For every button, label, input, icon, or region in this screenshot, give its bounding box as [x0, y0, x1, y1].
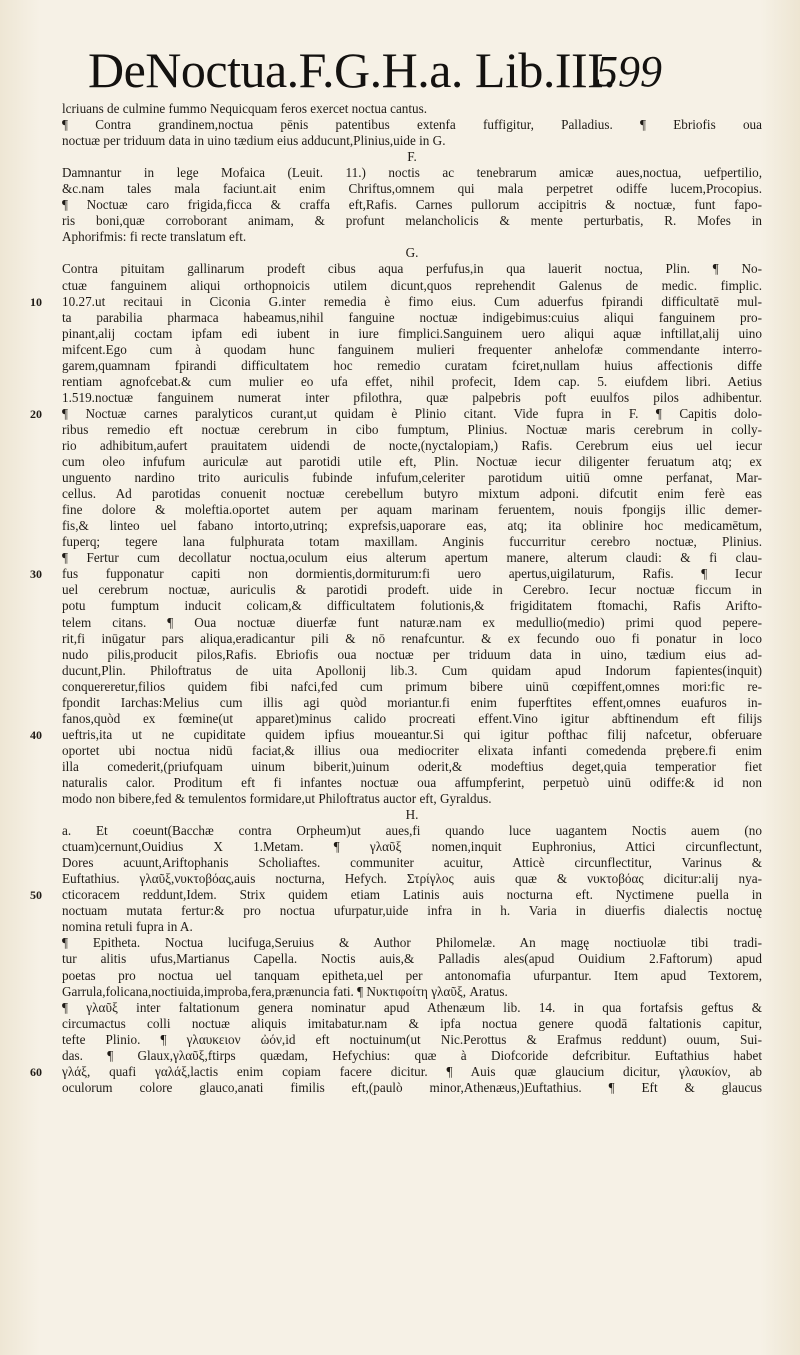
text-line: rit,fi inūgatur pars aliqua,eradicantur pili & nō renafcuntur. & ex fecundo ouo fi ponatur in loco [62, 630, 762, 646]
text-line: oculorum colore glauco,anati fimilis eft,(paulò minor,Athenæus,)Euftathius. ¶ Eft & glaucus [62, 1079, 762, 1095]
text-line: ris boni,quæ corroborant animam, & profunt melancholicis & mente perturbatis, R. Mofes in [62, 213, 762, 229]
text-line: lcriuans de culmine fummo Nequicquam feros exercet noctua cantus. [62, 101, 428, 116]
text-line: fpondit Iarchas:Melius cum illis agi quòd moriantur.fi enim fuperftites effent,omnes euafuros in- [62, 694, 762, 710]
text-line: potu fumptum inducit colicam,& difficultatem folutionis,& frigiditatem ftomachi, Rafis Arifto- [62, 598, 762, 614]
text-line: ¶ Epitheta. Noctua lucifuga,Seruius & Author Philomelæ. An magę noctiuolæ tibi tradi- [62, 935, 762, 951]
margin-line-number: 20 [30, 406, 42, 421]
text-line: fanos,quòd ex fœmine(ut apparet)minus calido procreati effent.Vino igitur abftinendum eft filijs [62, 710, 762, 726]
text-line: nomina retuli fupra in A. [62, 919, 193, 935]
text-line: ribus remedio eft noctuæ cerebrum in cibo fumptum, Plinius. Noctuæ maris cerebrum in colly- [62, 421, 762, 437]
text-line: ¶ Noctuæ caro frigida,ficca & craffa eft,Rafis. Carnes pullorum accipitris & noctuæ, funt fapo- [62, 197, 762, 213]
text-line: ¶ γλαῦξ inter faltationum genera nominatur apud Athenæum lib. 14. in qua fortafsis geftus & [62, 999, 762, 1015]
text-line: ¶ Fertur cum decollatur noctua,oculum eius alterum apertum manere, alterum claudi: & fi clau- [62, 550, 762, 566]
text-line: tur alitis ufus,Martianus Capella. Noctis auis,& Palladis ales(apud Ouidium 2.Faftorum) apud [62, 951, 762, 967]
text-line: fus fupponatur capiti non dormientis,dormiturum:fi uero apertus,uigilaturum, Rafis. ¶ Iecur [62, 566, 762, 582]
text-line: ¶ Noctuæ carnes paralyticos curant,ut quidam è Plinio citant. Vide fupra in F. ¶ Capitis dolo- [62, 405, 762, 421]
text-line: 1.519.noctuæ fanguinem numerat inter pfilothra, quæ palpebris poft euulfos pilos adhibentur. [62, 389, 762, 405]
text-line: poetas pro noctua uel tanquam epitheta,uel per antonomafia ufurpantur. Item apud Textorem, [62, 967, 762, 983]
margin-line-number: 10 [30, 294, 42, 309]
text-line: a. Et coeunt(Bacchæ contra Orpheum)ut aues,fi quando luce uagantem Noctis auem (no [62, 823, 762, 839]
text-line: 10.27.ut recitaui in Ciconia G.inter remedia è fimo eius. Cum aduerfus fpirandi difficultatē mul- [62, 293, 762, 309]
text-line: fuperq; tegere lana fulphurata totam maxillam. Anginis fuccurritur cerebro noctuæ, Plinius. [62, 534, 762, 550]
margin-line-number: 50 [30, 888, 42, 903]
text-line: oportet ubi noctua nidū faciat,& illius oua mediocriter elixata infanti comedenda prębere.fi enim [62, 742, 762, 758]
text-line: Aphorifmis: fi recte translatum eft. [62, 229, 247, 245]
text-line: rentiam agnofcebat.& cum mulier eo ufa effet, nihil profecit, Idem cap. 5. eiufdem libri. Aetius [62, 373, 762, 389]
section-heading: F. [407, 149, 417, 165]
text-line: noctuæ per triduum data in uino tædium eius adducunt,Plinius,uide in G. [62, 133, 446, 149]
text-line: fis,& linteo uel fabano intorto,utrinq; exprefsis,uaporare eas, atq; ita oblinire hoc medicamētum, [62, 518, 762, 534]
text-line: γλάξ, quafi γαλάξ,lactis enim copiam facere dicitur. ¶ Auis quæ glaucium dicitur, γλαυκίον, ab [62, 1063, 762, 1079]
text-line: ctuam)cernunt,Ouidius X 1.Metam. ¶ γλαῦξ nomen,inquit Euphronius, Attici circunflectunt, [62, 839, 762, 855]
running-head: DeNoctua.F.G.H.a. Lib.III. [88, 42, 616, 98]
section-heading: G. [405, 245, 419, 261]
margin-line-number: 30 [30, 567, 42, 582]
text-line: &c.nam tales mala faciunt.ait enim Chriftus,omnem qui mala perpetret odiffe lucem,Procopius. [62, 181, 762, 197]
margin-line-number: 40 [30, 727, 42, 742]
text-line: conquereretur,filios quidem fibi nafci,fed cum primum bibere uinū cœpiffent,omnes mori:fic re- [62, 678, 762, 694]
text-line: garem,quamnam fpirandi difficultatem hoc remedio curatam fciret,nullam huius affectionis diffe [62, 357, 762, 373]
text-line: unguento nardino trito auriculis fubinde infufum,celeriter parotidum uitiū omne perfanat, Mar- [62, 470, 762, 486]
text-line: ¶ Contra grandinem,noctua pēnis patentibus extenfa fuffigitur, Palladius. ¶ Ebriofis oua [62, 117, 762, 133]
section-heading: H. [405, 807, 419, 823]
text-line: fine dolore & moleftia.oportet autem per aquam marinam feruentem, nouis fpongijs illic demer- [62, 502, 762, 518]
text-line: telem citans. ¶ Oua noctuæ diuerfæ funt naturæ.nam ex medullio(medio) primi quod pepere- [62, 614, 762, 630]
text-line: nudo pilis,producit pilos,Rafis. Ebriofis oua noctuæ per triduum data in uino, tædium eius ad- [62, 646, 762, 662]
text-line: illa comederit,(priufquam uinum biberit,)uinum oderit,& modeftius deget,quia temperatior fiet [62, 758, 762, 774]
text-line: ta parabilia pharmaca habeamus,nihil fanguine noctuæ indigebimus:cuius aliqui fanguinem pro- [62, 309, 762, 325]
text-line: rio adhibitum,aufert prauitatem uidendi de nocte,(nyctalopiam,) Rafis. Cerebrum eius uel iecur [62, 437, 762, 453]
text-line: circumactus colli noctuæ aliquis imitabatur.nam & ipfa noctua genere quodā faltationis capitur, [62, 1015, 762, 1031]
text-line: ueftris,ita ut ne cupiditate quidem ipfius moueantur.Si qui igitur pofthac filij nafcetur, obferuare [62, 726, 762, 742]
text-line: uel cerebrum noctuæ, auriculis & parotidi prodeft. uide in Cerebro. Iecur noctuæ ficcum in [62, 582, 762, 598]
text-line: modo non bibere,fed & temulentos formidare,ut Philoftratus auctor eft, Gyraldus. [62, 791, 492, 807]
page-header [88, 42, 688, 100]
text-line: noctuam mutata fertur:& pro noctua ufurpatur,uide infra in h. Varia in diuerfis dialectis noctuę [62, 903, 762, 919]
margin-line-number: 60 [30, 1065, 42, 1079]
page-number: 599 [596, 47, 662, 96]
text-line: cellus. Ad parotidas conuenit noctuæ cerebellum butyro mixtum adponi. difcutit enim ferè eas [62, 486, 762, 502]
text-line: tefte Plinio. ¶ γλαυκειον ὠόν,id eft noctuinum(ut Nic.Perottus & Erafmus reddunt) ouum, Sui- [62, 1031, 762, 1047]
body-text [62, 101, 762, 1096]
text-line: naturalis calor. Proditum eft fi infantes noctuæ oua affumpferint, perpetuò uinū odiffe:& id non [62, 774, 762, 790]
text-line: Garrula,folicana,noctiuida,improba,fera,prænuncia fati. ¶ Νυκτιφοίτη γλαῦξ, Aratus. [62, 983, 508, 999]
text-line: pinant,alij coctam ipfam edi iubent in iure fimplici.Sanguinem uero aliqui aquæ inftillat,alij uino [62, 325, 762, 341]
text-line: Contra pituitam gallinarum prodeft cibus aqua perfufus,in qua lauerit noctua, Plin. ¶ No- [62, 261, 762, 277]
text-line: mifcent.Ego cum à quodam hunc fanguinem mulieri frequenter anhelofæ commendante interro- [62, 341, 762, 357]
text-line: Dores acuunt,Ariftophanis Scholiaftes. communiter acuitur, Atticè circunflectitur, Varinus & [62, 855, 762, 871]
text-line: Damnantur in lege Mofaica (Leuit. 11.) noctis ac tenebrarum amicæ aues,noctua, uefpertilio, [62, 165, 762, 181]
text-line: cum oleo infufum auriculæ aut parotidi utile eft, Plin. Noctuæ iecur diligenter feruatum atq; ex [62, 454, 762, 470]
text-line: cticoracem reddunt,Idem. Strix quidem etiam Latinis auis nocturna eft. Nyctimene puella in [62, 887, 762, 903]
text-line: ctuæ fanguinem aliqui orthopnoicis utilem dicunt,quos reprehendit Galenus de medic. fimplic. [62, 277, 762, 293]
text-line: Euftathius. γλαῦξ,νυκτοβόας,auis nocturna, Hefych. Στρίγλος auis quæ & νυκτοβόας dicitur:alij nya- [62, 871, 762, 887]
text-line: ducunt,Plin. Philoftratus de uita Apollonij lib.3. Cum quidam apud Indorum fapientes(inquit) [62, 662, 762, 678]
text-line: das. ¶ Glaux,γλαῦξ,ftirps quædam, Hefychius: quæ à Diofcoride defcribitur. Euftathius habet [62, 1047, 762, 1063]
